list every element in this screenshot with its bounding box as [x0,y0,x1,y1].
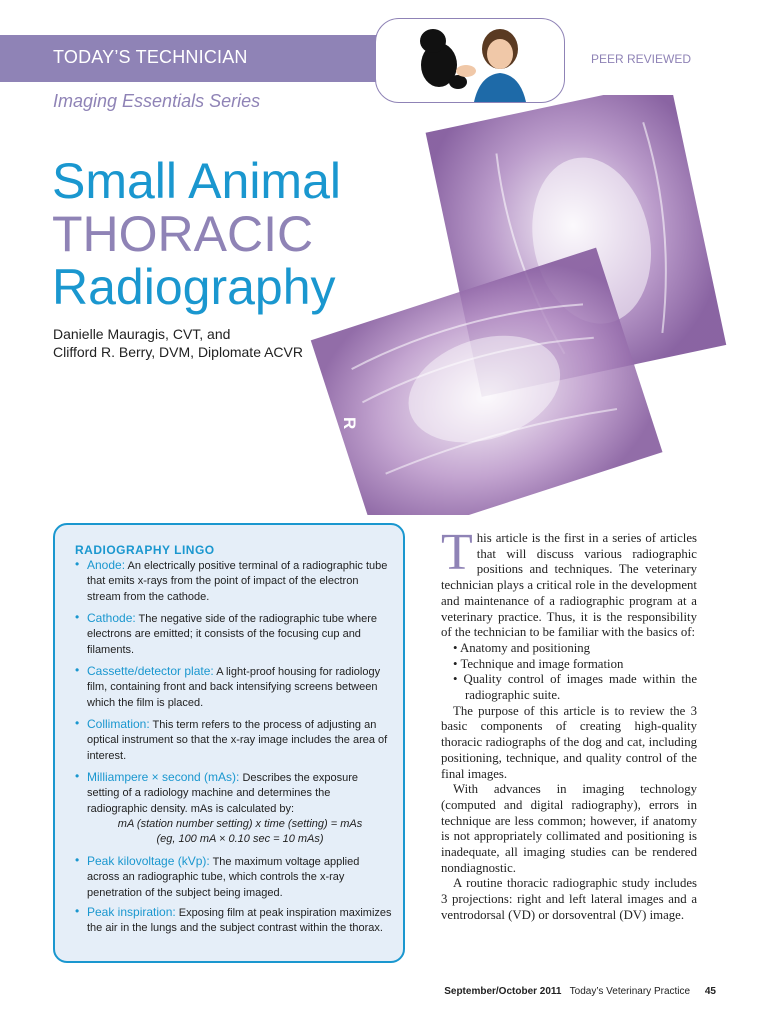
thoracic-radiograph-images [300,95,740,515]
technician-photo [375,18,565,103]
list-item: • Anatomy and positioning [453,640,591,655]
list-item: • Technique and image formation [453,656,624,671]
lingo-definition: The negative side of the radiographic tube where electrons are emitted; it consists of the focusing cup and filaments. [87,613,378,656]
lingo-item [75,611,393,658]
article-intro [441,524,697,641]
series-name: Imaging Essentials Series [53,91,261,111]
intro-text: his article is the first in a series of articles that will discuss various radiographic positions and techniques. The veterinary technician plays a critical role in the development and maintenance of a radiographic program at a veterinary practice. Thus, it is the responsibility of the technician to be familiar with the basics of: [441,531,697,640]
lingo-definition: This term refers to the process of adjusting an optical instrument so that the x-ray image includes the area of interest. [87,719,388,762]
lingo-definition: An electrically positive terminal of a radiographic tube that emits x-rays from the point of impact of the electron stream from the cathode. [87,560,388,603]
bullet-icon: • [75,904,80,918]
page-number: 45 [704,986,716,997]
lingo-item [75,664,393,711]
title-line-3: Radiography [52,259,336,315]
paragraph-purpose: The purpose of this article is to review the 3 basic components of creating high-quality thoracic radiographs of the dog and cat, including positioning, technique, and quality control of the final images. [441,703,697,781]
section-title: TODAY’S TECHNICIAN [53,47,248,67]
page-footer [444,986,716,997]
lingo-term: Anode: [87,558,126,572]
lingo-item [75,905,393,937]
drop-cap: T [441,524,473,581]
lingo-term: Collimation: [87,717,150,731]
lingo-term: Cathode: [87,611,136,625]
lingo-definition: The maximum voltage applied across an radiographic tube, which controls the x-ray penetration of the subject being imaged. [87,856,360,899]
bullet-icon: • [75,557,80,571]
mas-formula-example: (eg, 100 mA × 0.10 sec = 10 mAs) [156,833,324,846]
lingo-term: Cassette/detector plate: [87,664,214,678]
lingo-item [75,854,393,901]
article-title [52,155,341,314]
mas-formula: mA (station number setting) x time (setting) = mAs [117,817,363,830]
peer-reviewed-label: PEER REVIEWED [591,52,692,66]
magazine-name: Today’s Veterinary Practice [569,986,691,997]
bullet-icon: • [75,610,80,624]
author-line-2: Clifford R. Berry, DVM, Diplomate ACVR [53,344,303,360]
basics-list [441,641,697,704]
authors [53,325,303,361]
list-item: • Quality control of images made within the radiographic suite. [453,672,697,703]
radiograph-marker: R [340,417,359,430]
title-line-2: THORACIC [52,206,314,262]
lingo-item [75,770,393,847]
paragraph-advances: With advances in imaging technology (computed and digital radiography), errors in technique are less common; however, if anatomy is not appropriately collimated and positioning is inadequate, all imaging studies can be rendered nondiagnostic. [441,782,697,875]
bullet-icon: • [75,769,80,783]
lingo-definition: Describes the exposure setting of a radiology machine and determines the radiographic density. mAs is calculated by: [87,772,359,815]
lingo-term: Peak kilovoltage (kVp): [87,854,210,868]
lingo-definition: Exposing film at peak inspiration maximizes the air in the lungs and the subject contrast within the thorax. [87,907,392,935]
bullet-icon: • [75,716,80,730]
lingo-term: Milliampere × second (mAs): [87,770,240,784]
paragraph-routine-study: A routine thoracic radiographic study includes 3 projections: right and left lateral images and a ventrodorsal (VD) or dorsoventral (DV) image. [441,876,697,922]
article-body [441,524,697,924]
lingo-definition: A light-proof housing for radiology film, containing front and back intensifying screens between which the film is placed. [87,666,381,709]
lingo-heading: RADIOGRAPHY LINGO [75,543,215,557]
lingo-item [75,558,393,605]
radiography-lingo-box [53,523,405,963]
author-line-1: Danielle Mauragis, CVT, and [53,326,231,342]
title-line-1: Small Animal [52,153,341,209]
bullet-icon: • [75,663,80,677]
bullet-icon: • [75,853,80,867]
issue-date: September/October 2011 [444,986,562,997]
lingo-item [75,717,393,764]
lingo-term: Peak inspiration: [87,905,176,919]
